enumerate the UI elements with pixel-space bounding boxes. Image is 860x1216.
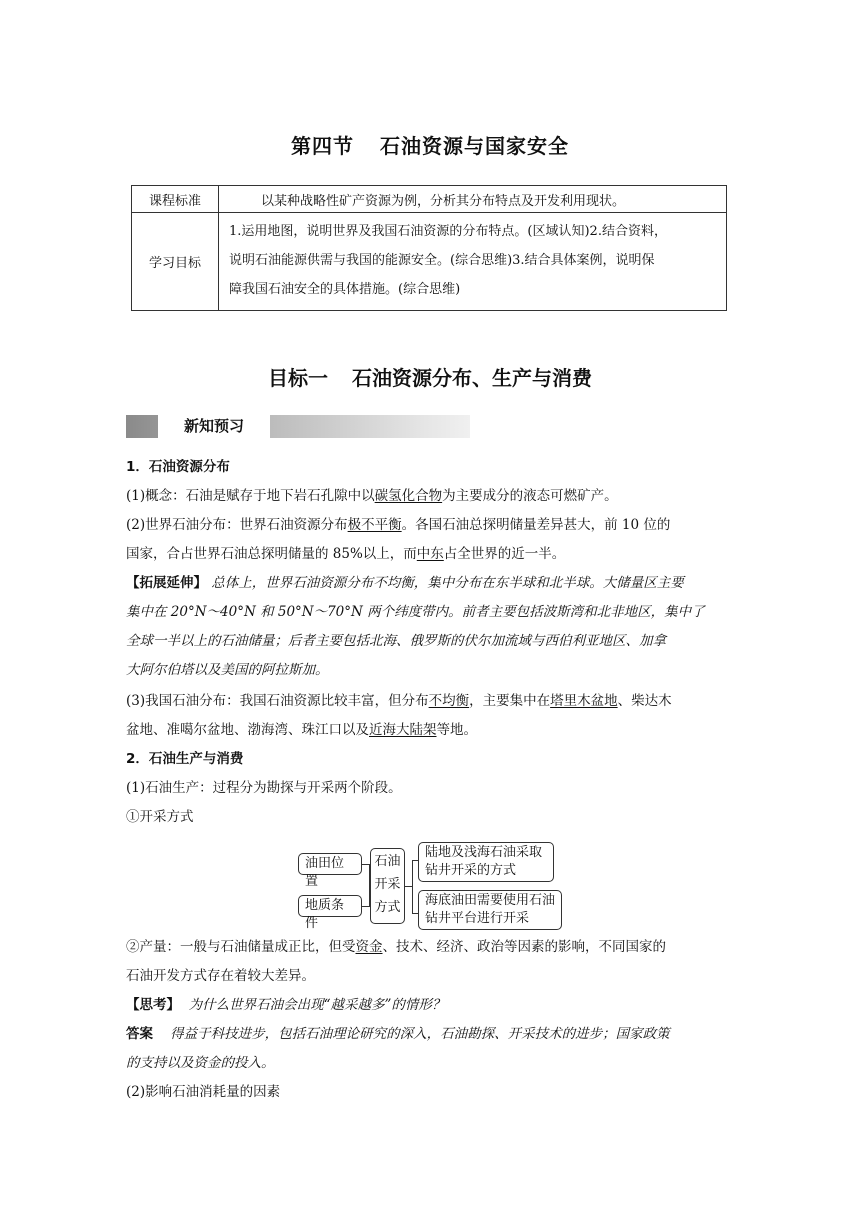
text: (2)世界石油分布：世界石油资源分布 (126, 517, 348, 533)
keyword-tarim-basin: 塔里木盆地 (550, 693, 618, 709)
keyword-capital: 资金 (355, 939, 383, 955)
extraction-diagram (290, 838, 580, 934)
text: 盆地、准噶尔盆地、渤海湾、珠江口以及 (126, 722, 369, 738)
text: 占全世界的近一半。 (443, 546, 566, 562)
goal-line-2: 说明石油能源供需与我国的能源安全。(综合思维)3.结合具体案例，说明保 (229, 253, 655, 268)
text: 得益于科技进步，包括石油理论研究的深入，石油勘探、开采技术的进步；国家政策 (170, 1026, 670, 1042)
extension-line-1 (126, 574, 738, 592)
text: 国家，合占世界石油总探明储量的 85%以上，而 (126, 546, 417, 562)
text: 等地。 (436, 722, 477, 738)
answer-label: 答案 (126, 1026, 153, 1042)
paragraph-china-distribution (126, 692, 738, 710)
text: 方式 (374, 900, 401, 915)
title-part1: 第四节 (291, 134, 354, 158)
goal-line-1: 1.运用地图，说明世界及我国石油资源的分布特点。(区域认知)2.结合资料， (229, 224, 667, 239)
paragraph-output (126, 938, 738, 956)
text: 钻井开采的方式 (425, 863, 517, 878)
preview-banner (126, 415, 470, 438)
box-extraction-method (370, 848, 405, 924)
paragraph-consumption-factors: (2)影响石油消耗量的因素 (126, 1084, 281, 1100)
heading-oil-distribution: 1．石油资源分布 (126, 459, 230, 475)
subheading-extraction: ①开采方式 (126, 809, 194, 825)
paragraph-world-distribution-cont (126, 545, 738, 563)
extension-line-2: 集中在 20°N～40°N 和 50°N～70°N 两个纬度带内。前者主要包括波斯湾和北非地区，集中了 (126, 604, 705, 620)
text: (3)我国石油分布：我国石油资源比较丰富，但分布 (126, 693, 429, 709)
text: ，主要集中在 (469, 693, 551, 709)
keyword-unbalanced: 不均衡 (428, 693, 470, 709)
think-question (126, 996, 738, 1014)
keyword-middle-east: 中东 (416, 546, 444, 562)
box-oilfield-location: 油田位置 (298, 853, 362, 875)
section-title (0, 362, 860, 391)
extension-line-4: 大阿尔伯塔以及美国的阿拉斯加。 (126, 662, 329, 678)
extension-line-3: 全球一半以上的石油储量；后者主要包括北海、俄罗斯的伏尔加流域与西伯利亚地区、加拿 (126, 633, 666, 649)
text: 开采 (374, 877, 401, 892)
page-title (0, 130, 860, 159)
heading-production-consumption: 2．石油生产与消费 (126, 751, 244, 767)
learning-goals-label: 学习目标 (132, 213, 219, 311)
box-geological-conditions: 地质条件 (298, 895, 362, 917)
section-title-part1: 目标一 (268, 366, 328, 390)
preview-banner-label: 新知预习 (158, 415, 270, 438)
text: 。各国石油总探明储量差异甚大，前 10 位的 (401, 517, 671, 533)
box-offshore-platform (418, 890, 562, 930)
think-label: 【思考】 (126, 997, 180, 1013)
paragraph-china-distribution-cont (126, 721, 738, 739)
text: 、技术、经济、政治等因素的影响，不同国家的 (382, 939, 666, 955)
curriculum-standard-content: 以某种战略性矿产资源为例，分析其分布特点及开发利用现状。 (219, 186, 727, 213)
goal-line-3: 障我国石油安全的具体措施。(综合思维) (229, 282, 461, 297)
text: 总体上，世界石油资源分布不均衡，集中分布在东半球和北半球。大储量区主要 (211, 575, 684, 591)
text: 陆地及浅海石油采取 (425, 845, 543, 860)
keyword-continental-shelf: 近海大陆架 (369, 722, 437, 738)
section-title-part2: 石油资源分布、生产与消费 (352, 366, 592, 390)
text: 石油 (374, 854, 401, 869)
text: 钻井平台进行开采 (425, 911, 530, 926)
learning-goals-content (219, 213, 727, 311)
paragraph-output-cont: 石油开发方式存在着较大差异。 (126, 968, 315, 984)
paragraph-concept (126, 487, 738, 505)
text: 、柴达木 (617, 693, 672, 709)
extension-label: 【拓展延伸】 (126, 575, 207, 591)
curriculum-table (131, 185, 727, 311)
box-land-drilling (418, 842, 554, 882)
text: (1)概念：石油是赋存于地下岩石孔隙中以 (126, 488, 375, 504)
text: 为主要成分的液态可燃矿产。 (442, 488, 618, 504)
text: 为什么世界石油会出现“越采越多”的情形？ (188, 997, 446, 1013)
paragraph-production: (1)石油生产：过程分为勘探与开采两个阶段。 (126, 780, 402, 796)
paragraph-world-distribution (126, 516, 738, 534)
answer-line-1 (126, 1025, 738, 1043)
text: 海底油田需要使用石油 (425, 893, 556, 908)
keyword-hydrocarbon: 碳氢化合物 (374, 488, 443, 504)
curriculum-standard-label: 课程标准 (132, 186, 219, 213)
text: ②产量：一般与石油储量成正比，但受 (126, 939, 356, 955)
title-part2: 石油资源与国家安全 (380, 134, 569, 158)
keyword-uneven: 极不平衡 (347, 517, 402, 533)
answer-line-2: 的支持以及资金的投入。 (126, 1055, 275, 1071)
